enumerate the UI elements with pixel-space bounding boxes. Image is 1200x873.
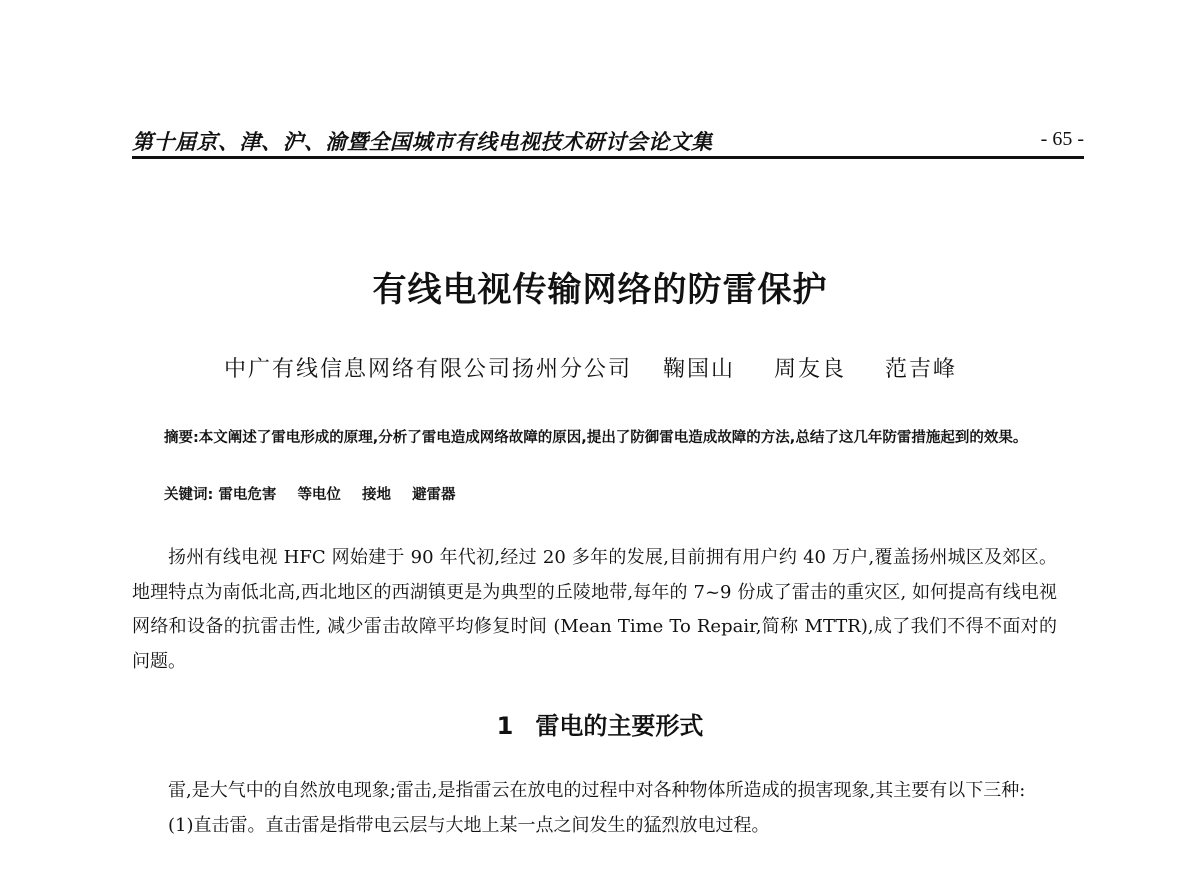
intro-paragraph: 扬州有线电视 HFC 网始建于 90 年代初,经过 20 多年的发展,目前拥有用户约 40 万户,覆盖扬州城区及郊区。地理特点为南低北高,西北地区的西湖镇更是为典型的丘陵地带,每年的 7~9 份成了雷击的重灾区, 如何提高有线电视网络和设备的抗雷击性, 减少雷击故障平均修复时间 (Mean Time To Repair,简称 MTTR),成了我们不得不面对的问题。 bbox=[132, 547, 1057, 672]
paper-title: 有线电视传输网络的防雷保护 bbox=[372, 270, 828, 310]
section-number: 1 bbox=[496, 712, 514, 740]
abstract bbox=[132, 423, 1057, 453]
paragraph: 雷,是大气中的自然放电现象;雷击,是指雷云在放电的过程中对各种物体所造成的损害现象,其主要有以下三种: bbox=[168, 780, 1026, 801]
running-header bbox=[132, 126, 1084, 156]
keyword: 避雷器 bbox=[412, 487, 456, 503]
keywords-label: 关键词: bbox=[164, 487, 214, 503]
section-1-heading bbox=[0, 706, 1200, 741]
abstract-text: 摘要:本文阐述了雷电形成的原理,分析了雷电造成网络故障的原因,提出了防御雷电造成故障的方法,总结了这几年防雷措施起到的效果。 bbox=[164, 430, 1028, 446]
keywords bbox=[164, 483, 472, 504]
section-1-body bbox=[132, 774, 1057, 843]
byline bbox=[224, 352, 987, 383]
affiliation: 中广有线信息网络有限公司扬州分公司 bbox=[224, 357, 633, 382]
header-rule bbox=[132, 156, 1084, 159]
keyword: 接地 bbox=[362, 487, 391, 503]
author-3: 范吉峰 bbox=[885, 357, 958, 382]
keyword: 等电位 bbox=[297, 487, 341, 503]
journal-title: 第十届京、津、沪、渝暨全国城市有线电视技术研讨会论文集 bbox=[132, 129, 713, 154]
keyword: 雷电危害 bbox=[218, 487, 277, 503]
intro-section bbox=[132, 541, 1057, 679]
section-title: 雷电的主要形式 bbox=[535, 712, 704, 740]
page-number: - 65 - bbox=[1040, 128, 1084, 150]
author-2: 周友良 bbox=[774, 357, 847, 382]
paragraph: (1)直击雷。直击雷是指带电云层与大地上某一点之间发生的猛烈放电过程。 bbox=[168, 814, 770, 836]
author-1: 鞠国山 bbox=[663, 357, 736, 382]
